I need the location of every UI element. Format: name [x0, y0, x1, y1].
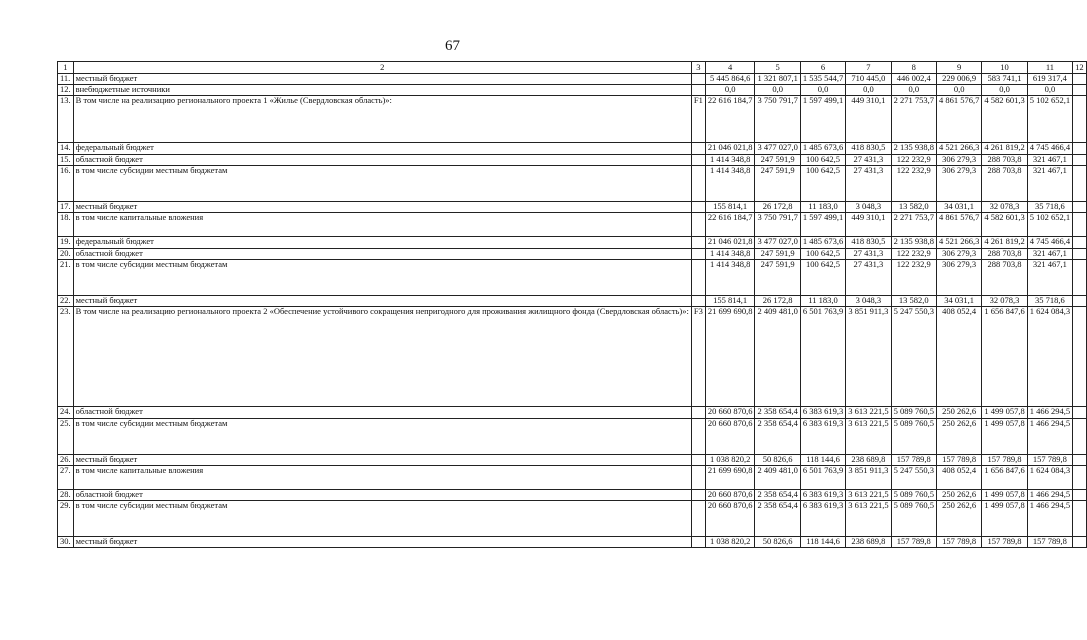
- value-cell: 2 271 753,7: [891, 96, 936, 143]
- value-cell: 5 102 652,1: [1027, 213, 1072, 237]
- value-cell: 1 321 807,1: [755, 74, 800, 85]
- note-cell: [1073, 249, 1087, 260]
- value-cell: 1 485 673,6: [800, 143, 845, 155]
- value-cell: 321 467,1: [1027, 166, 1072, 202]
- row-name-cell: местный бюджет: [73, 202, 691, 213]
- value-cell: 122 232,9: [891, 166, 936, 202]
- row-number-cell: 18.: [58, 213, 74, 237]
- value-cell: 1 656 847,6: [982, 466, 1027, 490]
- page-number: 67: [445, 38, 460, 54]
- value-cell: 4 261 819,2: [982, 237, 1027, 249]
- row-code-cell: [691, 237, 705, 249]
- value-cell: 1 414 348,8: [705, 249, 755, 260]
- note-cell: [1073, 96, 1087, 143]
- row-code-cell: [691, 501, 705, 537]
- value-cell: 2 409 481,0: [755, 307, 800, 407]
- value-cell: 4 861 576,7: [936, 213, 981, 237]
- value-cell: 1 597 499,1: [800, 96, 845, 143]
- row-number-cell: 21.: [58, 260, 74, 296]
- row-code-cell: [691, 537, 705, 548]
- value-cell: 306 279,3: [936, 166, 981, 202]
- value-cell: 288 703,8: [982, 166, 1027, 202]
- row-number-cell: 14.: [58, 143, 74, 155]
- value-cell: 446 002,4: [891, 74, 936, 85]
- row-code-cell: [691, 466, 705, 490]
- row-name-cell: местный бюджет: [73, 296, 691, 307]
- value-cell: 21 699 690,8: [705, 307, 755, 407]
- value-cell: 4 521 266,3: [936, 237, 981, 249]
- row-name-cell: в том числе капитальные вложения: [73, 213, 691, 237]
- value-cell: 50 826,6: [755, 455, 800, 466]
- value-cell: 1 414 348,8: [705, 260, 755, 296]
- value-cell: 247 591,9: [755, 260, 800, 296]
- value-cell: 583 741,1: [982, 74, 1027, 85]
- value-cell: 13 582,0: [891, 296, 936, 307]
- value-cell: 321 467,1: [1027, 260, 1072, 296]
- value-cell: 1 466 294,5: [1027, 490, 1072, 501]
- row-name-cell: областной бюджет: [73, 490, 691, 501]
- value-cell: 250 262,6: [936, 419, 981, 455]
- value-cell: 157 789,8: [891, 537, 936, 548]
- value-cell: 4 582 601,3: [982, 96, 1027, 143]
- value-cell: 22 616 184,7: [705, 96, 755, 143]
- value-cell: 34 031,1: [936, 202, 981, 213]
- value-cell: 449 310,1: [846, 96, 891, 143]
- value-cell: 1 535 544,7: [800, 74, 845, 85]
- value-cell: 22 616 184,7: [705, 213, 755, 237]
- value-cell: 2 271 753,7: [891, 213, 936, 237]
- value-cell: 100 642,5: [800, 155, 845, 166]
- column-header: 2: [73, 62, 691, 74]
- row-number-cell: 15.: [58, 155, 74, 166]
- row-name-cell: В том числе на реализацию регионального проекта 1 «Жилье (Свердловская область)»:: [73, 96, 691, 143]
- value-cell: 0,0: [846, 85, 891, 96]
- value-cell: 418 830,5: [846, 143, 891, 155]
- value-cell: 20 660 870,6: [705, 490, 755, 501]
- value-cell: 1 499 057,8: [982, 490, 1027, 501]
- value-cell: 5 089 760,5: [891, 407, 936, 419]
- column-header: 11: [1027, 62, 1072, 74]
- value-cell: 155 814,1: [705, 202, 755, 213]
- value-cell: 2 135 938,8: [891, 237, 936, 249]
- note-cell: [1073, 419, 1087, 455]
- value-cell: 157 789,8: [982, 455, 1027, 466]
- value-cell: 247 591,9: [755, 166, 800, 202]
- table-row: [58, 143, 1087, 155]
- value-cell: 250 262,6: [936, 490, 981, 501]
- row-name-cell: внебюджетные источники: [73, 85, 691, 96]
- row-number-cell: 29.: [58, 501, 74, 537]
- row-name-cell: областной бюджет: [73, 249, 691, 260]
- value-cell: 2 358 654,4: [755, 501, 800, 537]
- row-number-cell: 27.: [58, 466, 74, 490]
- value-cell: 100 642,5: [800, 166, 845, 202]
- value-cell: 157 789,8: [891, 455, 936, 466]
- value-cell: 321 467,1: [1027, 249, 1072, 260]
- row-number-cell: 28.: [58, 490, 74, 501]
- column-header: 1: [58, 62, 74, 74]
- row-number-cell: 13.: [58, 96, 74, 143]
- table-row: [58, 466, 1087, 490]
- value-cell: 0,0: [936, 85, 981, 96]
- row-number-cell: 20.: [58, 249, 74, 260]
- note-cell: [1073, 166, 1087, 202]
- table-row: [58, 237, 1087, 249]
- value-cell: 1 624 084,3: [1027, 466, 1072, 490]
- table-row: [58, 213, 1087, 237]
- row-name-cell: областной бюджет: [73, 407, 691, 419]
- table-row: [58, 74, 1087, 85]
- value-cell: 1 466 294,5: [1027, 419, 1072, 455]
- value-cell: 6 501 763,9: [800, 307, 845, 407]
- value-cell: 0,0: [1027, 85, 1072, 96]
- table-row: [58, 296, 1087, 307]
- column-header: 10: [982, 62, 1027, 74]
- note-cell: [1073, 466, 1087, 490]
- value-cell: 3 048,3: [846, 202, 891, 213]
- value-cell: 5 089 760,5: [891, 490, 936, 501]
- note-cell: [1073, 85, 1087, 96]
- value-cell: 5 102 652,1: [1027, 96, 1072, 143]
- value-cell: 0,0: [891, 85, 936, 96]
- value-cell: 21 699 690,8: [705, 466, 755, 490]
- row-number-cell: 22.: [58, 296, 74, 307]
- value-cell: 27 431,3: [846, 249, 891, 260]
- value-cell: 20 660 870,6: [705, 407, 755, 419]
- value-cell: 2 358 654,4: [755, 419, 800, 455]
- note-cell: [1073, 237, 1087, 249]
- note-cell: [1073, 155, 1087, 166]
- value-cell: 3 613 221,5: [846, 407, 891, 419]
- row-name-cell: областной бюджет: [73, 155, 691, 166]
- value-cell: 155 814,1: [705, 296, 755, 307]
- value-cell: 710 445,0: [846, 74, 891, 85]
- value-cell: 6 383 619,3: [800, 407, 845, 419]
- row-number-cell: 30.: [58, 537, 74, 548]
- column-header: 4: [705, 62, 755, 74]
- value-cell: 288 703,8: [982, 260, 1027, 296]
- value-cell: 1 414 348,8: [705, 155, 755, 166]
- row-code-cell: [691, 74, 705, 85]
- row-name-cell: местный бюджет: [73, 455, 691, 466]
- note-cell: [1073, 501, 1087, 537]
- value-cell: 3 750 791,7: [755, 213, 800, 237]
- note-cell: [1073, 202, 1087, 213]
- value-cell: 1 485 673,6: [800, 237, 845, 249]
- value-cell: 3 613 221,5: [846, 490, 891, 501]
- table-row: [58, 155, 1087, 166]
- column-header: 7: [846, 62, 891, 74]
- row-number-cell: 11.: [58, 74, 74, 85]
- value-cell: 11 183,0: [800, 202, 845, 213]
- value-cell: 449 310,1: [846, 213, 891, 237]
- column-header: 8: [891, 62, 936, 74]
- value-cell: 408 052,4: [936, 466, 981, 490]
- value-cell: 0,0: [705, 85, 755, 96]
- value-cell: 321 467,1: [1027, 155, 1072, 166]
- value-cell: 2 358 654,4: [755, 407, 800, 419]
- row-code-cell: [691, 166, 705, 202]
- table-row: [58, 307, 1087, 407]
- value-cell: 247 591,9: [755, 155, 800, 166]
- row-name-cell: местный бюджет: [73, 74, 691, 85]
- value-cell: 21 046 021,8: [705, 237, 755, 249]
- value-cell: 1 499 057,8: [982, 501, 1027, 537]
- value-cell: 32 078,3: [982, 296, 1027, 307]
- note-cell: [1073, 296, 1087, 307]
- row-code-cell: [691, 249, 705, 260]
- value-cell: 619 317,4: [1027, 74, 1072, 85]
- value-cell: 4 261 819,2: [982, 143, 1027, 155]
- column-header: 9: [936, 62, 981, 74]
- row-name-cell: в том числе субсидии местным бюджетам: [73, 419, 691, 455]
- value-cell: 5 247 550,3: [891, 466, 936, 490]
- value-cell: 4 745 466,4: [1027, 237, 1072, 249]
- row-code-cell: [691, 155, 705, 166]
- value-cell: 11 183,0: [800, 296, 845, 307]
- value-cell: 306 279,3: [936, 155, 981, 166]
- value-cell: 118 144,6: [800, 455, 845, 466]
- row-name-cell: в том числе капитальные вложения: [73, 466, 691, 490]
- value-cell: 6 383 619,3: [800, 419, 845, 455]
- value-cell: 4 582 601,3: [982, 213, 1027, 237]
- value-cell: 35 718,6: [1027, 202, 1072, 213]
- value-cell: 250 262,6: [936, 501, 981, 537]
- table-row: [58, 260, 1087, 296]
- value-cell: 3 750 791,7: [755, 96, 800, 143]
- value-cell: 4 521 266,3: [936, 143, 981, 155]
- value-cell: 288 703,8: [982, 249, 1027, 260]
- value-cell: 26 172,8: [755, 296, 800, 307]
- value-cell: 3 613 221,5: [846, 501, 891, 537]
- value-cell: 0,0: [982, 85, 1027, 96]
- row-number-cell: 19.: [58, 237, 74, 249]
- value-cell: 21 046 021,8: [705, 143, 755, 155]
- value-cell: 6 501 763,9: [800, 466, 845, 490]
- budget-table: [57, 61, 1087, 548]
- table-row: [58, 455, 1087, 466]
- value-cell: 20 660 870,6: [705, 501, 755, 537]
- table-header-row: [58, 62, 1087, 74]
- value-cell: 5 089 760,5: [891, 419, 936, 455]
- row-name-cell: федеральный бюджет: [73, 143, 691, 155]
- value-cell: 122 232,9: [891, 260, 936, 296]
- value-cell: 1 038 820,2: [705, 537, 755, 548]
- value-cell: 1 499 057,8: [982, 407, 1027, 419]
- value-cell: 4 745 466,4: [1027, 143, 1072, 155]
- row-name-cell: В том числе на реализацию регионального проекта 2 «Обеспечение устойчивого сокращения непригодного для проживания жилищного фонда (Свердловская область)»:: [73, 307, 691, 407]
- table-row: [58, 407, 1087, 419]
- value-cell: 5 445 864,6: [705, 74, 755, 85]
- column-header: 6: [800, 62, 845, 74]
- note-cell: [1073, 260, 1087, 296]
- row-code-cell: [691, 85, 705, 96]
- value-cell: 229 006,9: [936, 74, 981, 85]
- table-body: [58, 74, 1087, 548]
- value-cell: 6 383 619,3: [800, 501, 845, 537]
- value-cell: 157 789,8: [982, 537, 1027, 548]
- row-name-cell: местный бюджет: [73, 537, 691, 548]
- value-cell: 157 789,8: [936, 455, 981, 466]
- value-cell: 27 431,3: [846, 260, 891, 296]
- row-code-cell: [691, 407, 705, 419]
- row-number-cell: 17.: [58, 202, 74, 213]
- row-code-cell: [691, 260, 705, 296]
- value-cell: 247 591,9: [755, 249, 800, 260]
- value-cell: 1 466 294,5: [1027, 407, 1072, 419]
- row-name-cell: в том числе субсидии местным бюджетам: [73, 166, 691, 202]
- row-code-cell: [691, 143, 705, 155]
- row-name-cell: в том числе субсидии местным бюджетам: [73, 501, 691, 537]
- table-row: [58, 96, 1087, 143]
- value-cell: 50 826,6: [755, 537, 800, 548]
- row-name-cell: в том числе субсидии местным бюджетам: [73, 260, 691, 296]
- value-cell: 3 851 911,3: [846, 466, 891, 490]
- value-cell: 2 358 654,4: [755, 490, 800, 501]
- table-row: [58, 85, 1087, 96]
- value-cell: 5 089 760,5: [891, 501, 936, 537]
- value-cell: 100 642,5: [800, 249, 845, 260]
- note-cell: [1073, 407, 1087, 419]
- value-cell: 118 144,6: [800, 537, 845, 548]
- note-cell: [1073, 307, 1087, 407]
- column-header: 5: [755, 62, 800, 74]
- value-cell: 0,0: [800, 85, 845, 96]
- value-cell: 288 703,8: [982, 155, 1027, 166]
- value-cell: 1 466 294,5: [1027, 501, 1072, 537]
- value-cell: 2 409 481,0: [755, 466, 800, 490]
- note-cell: [1073, 455, 1087, 466]
- value-cell: 418 830,5: [846, 237, 891, 249]
- table-row: [58, 419, 1087, 455]
- value-cell: 306 279,3: [936, 260, 981, 296]
- table-row: [58, 537, 1087, 548]
- value-cell: 157 789,8: [1027, 455, 1072, 466]
- value-cell: 5 247 550,3: [891, 307, 936, 407]
- note-cell: [1073, 74, 1087, 85]
- row-code-cell: [691, 202, 705, 213]
- value-cell: 32 078,3: [982, 202, 1027, 213]
- value-cell: 306 279,3: [936, 249, 981, 260]
- value-cell: 238 689,8: [846, 455, 891, 466]
- value-cell: 250 262,6: [936, 407, 981, 419]
- value-cell: 35 718,6: [1027, 296, 1072, 307]
- table-row: [58, 490, 1087, 501]
- column-header: 12: [1073, 62, 1087, 74]
- row-number-cell: 23.: [58, 307, 74, 407]
- value-cell: 122 232,9: [891, 249, 936, 260]
- value-cell: 3 048,3: [846, 296, 891, 307]
- value-cell: 26 172,8: [755, 202, 800, 213]
- row-code-cell: [691, 296, 705, 307]
- value-cell: 3 613 221,5: [846, 419, 891, 455]
- note-cell: [1073, 490, 1087, 501]
- value-cell: 6 383 619,3: [800, 490, 845, 501]
- table-row: [58, 202, 1087, 213]
- value-cell: 3 477 027,0: [755, 237, 800, 249]
- value-cell: 1 597 499,1: [800, 213, 845, 237]
- value-cell: 100 642,5: [800, 260, 845, 296]
- value-cell: 3 851 911,3: [846, 307, 891, 407]
- row-code-cell: [691, 490, 705, 501]
- value-cell: 1 656 847,6: [982, 307, 1027, 407]
- value-cell: 157 789,8: [1027, 537, 1072, 548]
- row-code-cell: F1: [691, 96, 705, 143]
- note-cell: [1073, 143, 1087, 155]
- value-cell: 20 660 870,6: [705, 419, 755, 455]
- row-code-cell: F3: [691, 307, 705, 407]
- table-row: [58, 166, 1087, 202]
- value-cell: 408 052,4: [936, 307, 981, 407]
- value-cell: 27 431,3: [846, 166, 891, 202]
- table-row: [58, 501, 1087, 537]
- value-cell: 27 431,3: [846, 155, 891, 166]
- row-number-cell: 24.: [58, 407, 74, 419]
- value-cell: 1 414 348,8: [705, 166, 755, 202]
- column-header: 3: [691, 62, 705, 74]
- row-code-cell: [691, 455, 705, 466]
- value-cell: 4 861 576,7: [936, 96, 981, 143]
- row-number-cell: 12.: [58, 85, 74, 96]
- table-row: [58, 249, 1087, 260]
- value-cell: 238 689,8: [846, 537, 891, 548]
- value-cell: 13 582,0: [891, 202, 936, 213]
- note-cell: [1073, 537, 1087, 548]
- row-number-cell: 26.: [58, 455, 74, 466]
- value-cell: 157 789,8: [936, 537, 981, 548]
- value-cell: 1 624 084,3: [1027, 307, 1072, 407]
- value-cell: 2 135 938,8: [891, 143, 936, 155]
- row-number-cell: 16.: [58, 166, 74, 202]
- row-code-cell: [691, 213, 705, 237]
- value-cell: 122 232,9: [891, 155, 936, 166]
- row-name-cell: федеральный бюджет: [73, 237, 691, 249]
- value-cell: 0,0: [755, 85, 800, 96]
- value-cell: 1 038 820,2: [705, 455, 755, 466]
- row-number-cell: 25.: [58, 419, 74, 455]
- note-cell: [1073, 213, 1087, 237]
- row-code-cell: [691, 419, 705, 455]
- value-cell: 1 499 057,8: [982, 419, 1027, 455]
- value-cell: 34 031,1: [936, 296, 981, 307]
- value-cell: 3 477 027,0: [755, 143, 800, 155]
